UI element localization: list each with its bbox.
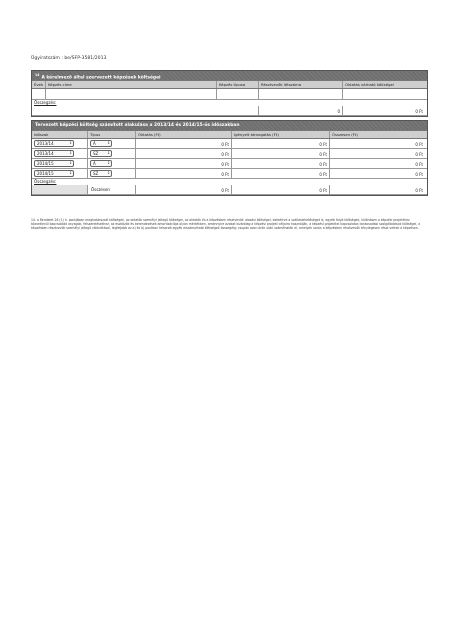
- period-select-value: 2014/15: [37, 171, 54, 176]
- total-value: 0 Ft: [415, 172, 423, 177]
- support-value: 0 Ft: [319, 152, 327, 157]
- col-years: Évek: [32, 81, 46, 88]
- total-value: 0 Ft: [415, 162, 423, 167]
- period-row: [32, 169, 427, 179]
- period-select-value: 2013/14: [37, 151, 54, 156]
- col-education: Oktatás (Ft): [136, 131, 232, 138]
- col-requested-support: Igényelt támogatás (Ft): [232, 131, 330, 138]
- col-total: Összesen (Ft): [332, 132, 358, 137]
- select-arrows-icon: ↕: [106, 141, 110, 145]
- section1-footnote-index: 14: [35, 73, 40, 77]
- period-select[interactable]: [34, 140, 74, 147]
- type-select[interactable]: [90, 170, 112, 177]
- section2-sum-label: Összegzés:: [34, 179, 57, 184]
- select-arrows-icon: ↕: [106, 161, 110, 165]
- period-select[interactable]: [34, 150, 74, 157]
- section1-header: [32, 71, 427, 80]
- education-cost-value: 0 Ft: [221, 162, 229, 167]
- select-arrows-icon: ↕: [68, 141, 72, 145]
- period-row: [32, 159, 427, 169]
- type-select[interactable]: [90, 150, 112, 157]
- select-arrows-icon: ↕: [106, 151, 110, 155]
- col-training-title: Képzés címe: [46, 81, 217, 88]
- section2-sum-row: [32, 185, 427, 195]
- col-type: Típus: [88, 131, 136, 138]
- education-cost-value: 0 Ft: [221, 172, 229, 177]
- education-cost-value: 0 Ft: [221, 152, 229, 157]
- section2-rows: [32, 139, 427, 179]
- period-row: [32, 139, 427, 149]
- education-cost-value: 0 Ft: [221, 142, 229, 147]
- type-select-value: SZ: [93, 151, 99, 156]
- select-arrows-icon: ↕: [68, 161, 72, 165]
- section2-sum-total: 0 Ft: [415, 188, 423, 193]
- col-period: Időszak: [32, 131, 88, 138]
- section1-title: A kérelmező által szervezett képzések költségei: [41, 75, 161, 80]
- total-value: 0 Ft: [415, 142, 423, 147]
- section-organized-trainings: [31, 70, 428, 117]
- section2-title: Tervezett képzési költség számított alakulása a 2013/14 és 2014/15-ös időszakban: [35, 123, 240, 128]
- period-row: [32, 149, 427, 159]
- reference-number: Ügyiratszám : be/SFP-3581/2013: [31, 56, 107, 61]
- type-select-value: SZ: [93, 171, 99, 176]
- support-value: 0 Ft: [319, 162, 327, 167]
- section2-sum-education: 0 Ft: [221, 188, 229, 193]
- type-select-value: Á: [93, 141, 96, 146]
- section2-header: [32, 121, 427, 130]
- support-value: 0 Ft: [319, 142, 327, 147]
- select-arrows-icon: ↕: [68, 151, 72, 155]
- section1-empty-row: [32, 89, 427, 100]
- section-planned-costs: [31, 120, 428, 196]
- footnote-text: 14. a Rendelet 26 (1) h. pontjában meghatározott költségek, az oktatók személyi jellegű költségei, az oktatók és a képzésben résztvevők utazási költségei, beleértve a szálláslehetőséget is, egyéb folyó költségek, különösen a képzési projekthez közvetlenül kapcsolódó anyagok, felszerelésekhez, az eszközök és berendezések amortizációja olyan mértékben, amennyire azokat kizárólag a képzési projekt céljaira használják, a képzési projekttel kapcsolatos tanácsadási szolgáltatások költségei, a képzésben résztvevők személyi jellegű ráfordításai, legfeljebb az a) és b) pontban felsorolt egyéb elszámolható költségek összegéig; csupán azon órák után számíthatók el, amelyek során a képzésben résztvevők ténylegesen részt vettek a képzésen.: [31, 218, 421, 230]
- col-participants: Résztvevők létszáma: [259, 81, 343, 88]
- section1-column-headers: [32, 80, 427, 89]
- select-arrows-icon: ↕: [106, 171, 110, 175]
- period-select[interactable]: [34, 170, 74, 177]
- col-training-type: Képzés típusa: [217, 81, 259, 88]
- select-arrows-icon: ↕: [68, 171, 72, 175]
- section2-sum-row-label: Összesen: [88, 185, 136, 194]
- section1-sum-count: 0: [337, 109, 340, 114]
- period-select-value: 2013/14: [37, 141, 54, 146]
- col-expected-costs: Oktatás várható költségei: [345, 82, 394, 87]
- type-select[interactable]: [90, 140, 112, 147]
- period-select-value: 2014/15: [37, 161, 54, 166]
- type-select-value: Á: [93, 161, 96, 166]
- section1-sum-row: [32, 106, 427, 116]
- section2-sum-support: 0 Ft: [319, 188, 327, 193]
- section1-sum-cost: 0 Ft: [415, 109, 423, 114]
- section2-column-headers: [32, 130, 427, 139]
- section1-sum-label: Összegzés:: [34, 100, 57, 105]
- total-value: 0 Ft: [415, 152, 423, 157]
- support-value: 0 Ft: [319, 172, 327, 177]
- period-select[interactable]: [34, 160, 74, 167]
- type-select[interactable]: [90, 160, 112, 167]
